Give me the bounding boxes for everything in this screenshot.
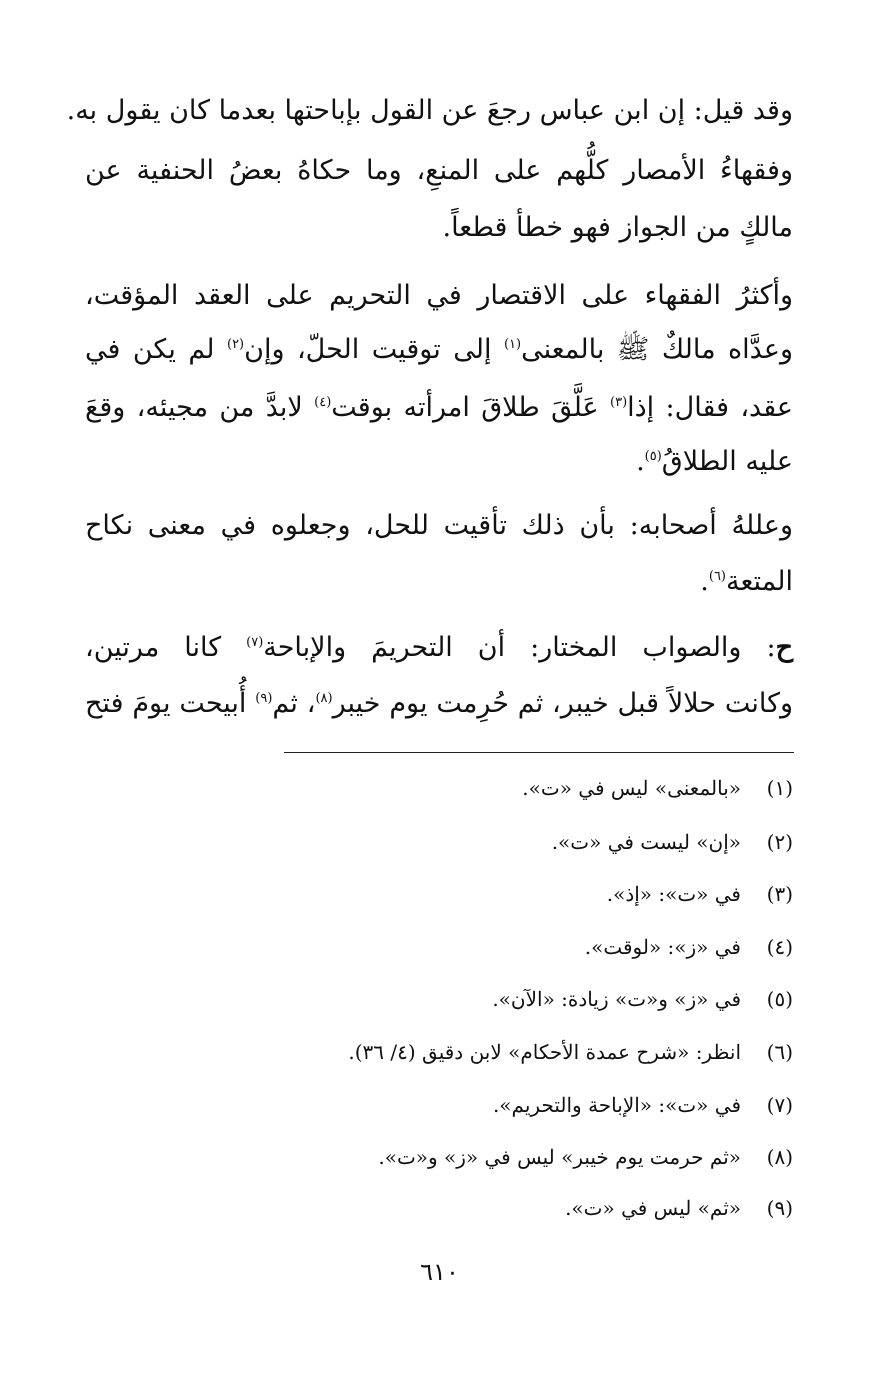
- line-text: عَلَّقَ طلاقَ امرأته بوقت: [331, 392, 610, 423]
- text-line: [85, 628, 793, 668]
- footnote-ref: (١): [503, 337, 522, 352]
- line-text: المتعة: [726, 566, 793, 597]
- footnote-number: (٤): [766, 935, 793, 959]
- page-number: ٦١٠: [420, 1258, 459, 1286]
- footnote-text: «بالمعنى» ليس في «ت».: [522, 776, 741, 800]
- text-line: [85, 330, 793, 370]
- footnote-number: (١): [766, 776, 793, 800]
- text-line: وفقهاءُ الأمصار كلُّهم على المنعِ، وما حكاهُ بعضُ الحنفية عن: [85, 155, 793, 186]
- line-text: : والصواب المختار: أن التحريمَ والإباحة: [263, 632, 776, 663]
- footnote-text: «ثم حرمت يوم خيبر» ليس في «ز» و«ت».: [378, 1145, 741, 1169]
- line-text: وكانت حلالاً قبل خيبر، ثم حُرِمت يوم خيبر: [332, 688, 794, 719]
- footnote-item: [73, 984, 793, 1014]
- footnote-item: [73, 773, 793, 803]
- footnote-ref: (٦): [708, 569, 726, 584]
- footnote-ref: (٤): [314, 395, 332, 410]
- footnote-ref: (٨): [315, 691, 333, 706]
- line-text: لابدَّ من مجيئه، وقعَ: [85, 392, 315, 423]
- footnote-item: [73, 1037, 793, 1067]
- footnote-text: في «ت»: «الإباحة والتحريم».: [492, 1093, 741, 1117]
- footnote-number: (٥): [766, 987, 793, 1011]
- text-line: [85, 388, 793, 428]
- footnote-ref: (٩): [255, 691, 273, 706]
- line-text: أُبيحت يومَ فتح: [85, 688, 256, 719]
- footnote-number: (٢): [766, 830, 793, 854]
- footnote-item: [73, 827, 793, 857]
- footnote-number: (٨): [766, 1145, 793, 1169]
- footnote-ref: (٧): [246, 635, 264, 650]
- text-line: وقد قيل: إن ابن عباس رجعَ عن القول بإباحتها بعدما كان يقول به.: [66, 95, 793, 126]
- footnote-number: (٣): [766, 882, 793, 906]
- footnote-item: [73, 1193, 793, 1223]
- footnote-text: في «ز»: «لوقت».: [584, 935, 741, 959]
- text-line: وعللهُ أصحابه: بأن ذلك تأقيت للحل، وجعلوه في معنى نكاح: [85, 510, 793, 541]
- text-line: [85, 684, 793, 724]
- footnote-text: انظر: «شرح عمدة الأحكام» لابن دقيق (٤/ ٣٦).: [348, 1040, 741, 1064]
- text-line: وأكثرُ الفقهاء على الاقتصار في التحريم على العقد المؤقت،: [85, 280, 793, 311]
- line-text: عقد، فقال: إذا: [627, 392, 794, 423]
- line-text: عليه الطلاقُ: [661, 446, 793, 477]
- commentator-marker: ح: [775, 632, 793, 663]
- line-text: وعدَّاه مالكٌ ﷺ بالمعنى: [521, 334, 793, 365]
- footnote-ref: (٢): [226, 337, 245, 352]
- footnote-number: (٧): [766, 1093, 793, 1117]
- footnote-item: [73, 1142, 793, 1172]
- footnote-ref: (٣): [610, 395, 628, 410]
- line-text: كانا مرتين،: [85, 632, 247, 663]
- line-text: .: [636, 446, 645, 477]
- footnote-item: [73, 1090, 793, 1120]
- footnote-text: في «ت»: «إذ».: [606, 882, 741, 906]
- footnote-number: (٦): [766, 1040, 793, 1064]
- footnote-ref: (٥): [644, 449, 662, 464]
- footnote-item: [73, 932, 793, 962]
- footnote-separator: [284, 752, 794, 753]
- footnote-text: في «ز» و«ت» زيادة: «الآن».: [492, 987, 741, 1011]
- line-text: إلى توقيت الحلّ، وإن: [244, 334, 504, 365]
- footnote-item: [73, 879, 793, 909]
- line-text: .: [700, 566, 709, 597]
- text-line: [85, 562, 793, 602]
- text-line: [85, 442, 793, 482]
- footnote-number: (٩): [766, 1196, 793, 1220]
- text-line: مالكٍ من الجواز فهو خطأ قطعاً.: [442, 212, 793, 243]
- line-text: لم يكن في: [85, 334, 227, 365]
- line-text: ، ثم: [272, 688, 316, 719]
- footnote-text: «إن» ليست في «ت».: [551, 830, 741, 854]
- footnote-text: «ثم» ليس في «ت».: [565, 1196, 741, 1220]
